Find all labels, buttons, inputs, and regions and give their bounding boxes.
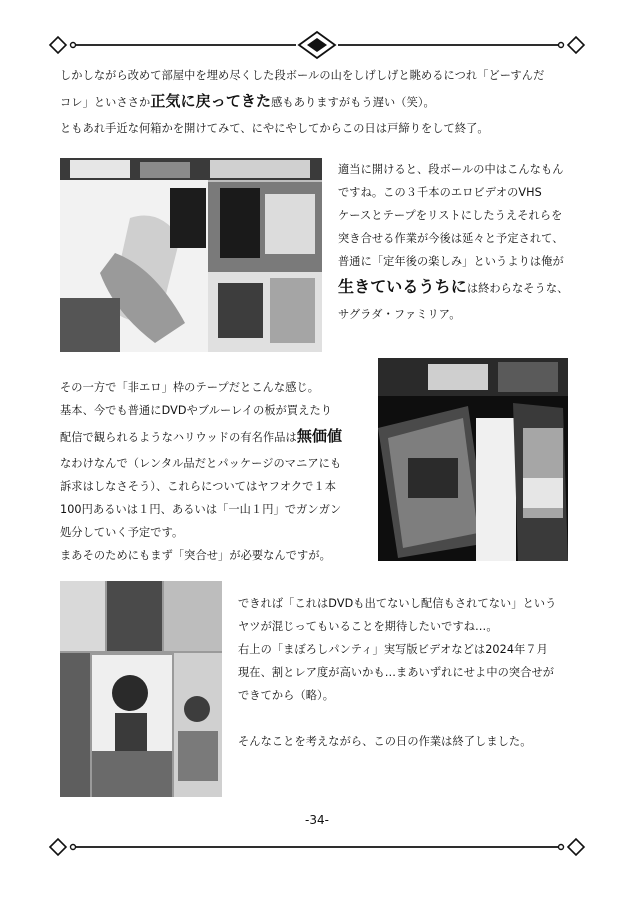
photo-vhs-box-adult [60, 158, 322, 352]
intro-line-3: ともあれ手近な何箱かを開けてみて、にやにやしてからこの日は戸締りをして終了。 [60, 122, 489, 135]
top-ornament-divider [40, 30, 594, 60]
section-3-line-1: できれば「これはDVDも出てないし配信もされてない」という [238, 597, 557, 610]
intro-line-2-post: 感もありますがもう遅い（笑）。 [271, 96, 435, 109]
section-3-line-4: 現在、割とレア度が高いかも…まあいずれにせよ中の突合せが [238, 666, 555, 679]
intro-line-2-pre: コレ」といささか [60, 96, 151, 109]
intro-emphasis: 正気に戻ってきた [150, 92, 272, 110]
section-3-paragraph [238, 592, 556, 753]
section-1-line-6-post: は終わらなそうな、 [466, 282, 569, 295]
section-2-line-1: その一方で「非エロ」枠のテープだとこんな感じ。 [60, 381, 320, 394]
bottom-ornament-divider [40, 832, 594, 862]
section-1-line-2: ですね。この３千本のエロビデオのVHS [338, 186, 542, 199]
section-2-line-3 [60, 422, 342, 452]
section-3-line-2: ヤツが混じってもいることを期待したいですね…。 [238, 620, 498, 633]
intro-paragraph [60, 64, 544, 140]
section-2-line-6: 100円あるいは１円、あるいは「一山１円」でガンガン [60, 503, 342, 516]
section-2-emphasis: 無価値 [296, 427, 343, 445]
intro-line-2 [60, 87, 544, 117]
section-1-line-6 [338, 273, 568, 303]
intro-line-1: しかしながら改めて部屋中を埋め尽くした段ボールの山をしげしげと眺めるにつれ「どーすんだ [60, 69, 545, 82]
page-number: -34- [305, 813, 329, 827]
section-1-emphasis: 生きているうちに [338, 277, 467, 296]
section-2-line-4: なわけなんで（レンタル品だとパッケージのマニアにも [60, 457, 342, 470]
section-2-line-8: まあそのためにもまず「突合せ」が必要なんですが。 [60, 549, 331, 562]
section-1-line-1: 適当に開けると、段ボールの中はこんなもん [338, 163, 564, 176]
section-3-line-6: そんなことを考えながら、この日の作業は終了しました。 [238, 735, 532, 748]
section-2-line-7: 処分していく予定です。 [60, 526, 184, 539]
section-2-paragraph [60, 376, 342, 567]
section-3-line-3: 右上の「まぼろしパンティ」実写版ビデオなどは2024年７月 [238, 643, 548, 656]
photo-vhs-mixed [60, 581, 222, 797]
section-1-line-4: 突き合せる作業が今後は延々と予定されて、 [338, 232, 564, 245]
section-2-line-5: 訴求はしなさそう）、これらについてはヤフオクで１本 [60, 480, 337, 493]
section-1-line-3: ケースとテープをリストにしたうえそれらを [338, 209, 563, 222]
section-1-line-5: 普通に「定年後の楽しみ」というよりは俺が [338, 255, 564, 268]
section-2-line-2: 基本、今でも普通にDVDやブルーレイの板が買えたり [60, 404, 333, 417]
section-2-line-3-pre: 配信で観られるようなハリウッドの有名作品は [60, 431, 297, 444]
section-1-line-7: サグラダ・ファミリア。 [338, 308, 461, 321]
section-1-paragraph [338, 158, 568, 326]
section-3-line-5: できてから（略）。 [238, 689, 334, 702]
section-3-blank [238, 707, 556, 730]
photo-vhs-box-hollywood [378, 358, 568, 561]
